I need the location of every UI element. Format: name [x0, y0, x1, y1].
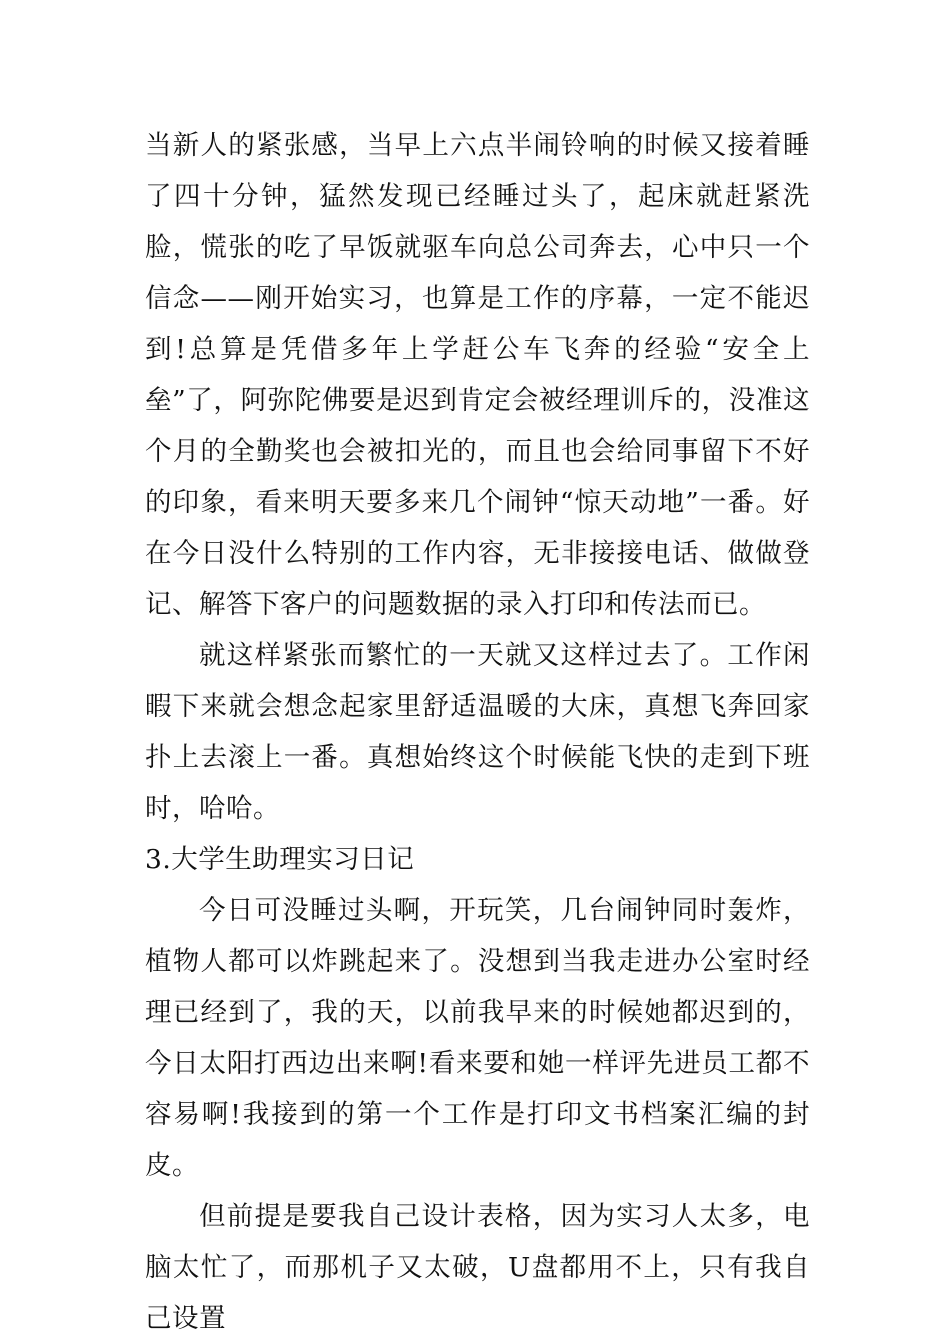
body-paragraph-1: 当新人的紧张感，当早上六点半闹铃响的时候又接着睡了四十分钟，猛然发现已经睡过头了，起床就赶紧洗脸，慌张的吃了早饭就驱车向总公司奔去，心中只一个信念——刚开始实习，也算是工作的序幕，一定不能迟到!总算是凭借多年上学赶公车飞奔的经验“安全上垒”了，阿弥陀佛要是迟到肯定会被经理训斥的，没准这个月的全勤奖也会被扣光的，而且也会给同事留下不好的印象，看来明天要多来几个闹钟“惊天动地”一番。好在今日没什么特别的工作内容，无非接接电话、做做登记、解答下客户的问题数据的录入打印和传法而已。 [145, 130, 810, 620]
section-heading: 3.大学生助理实习日记 [145, 844, 415, 875]
body-paragraph-2: 就这样紧张而繁忙的一天就又这样过去了。工作闲暇下来就会想念起家里舒适温暖的大床，真想飞奔回家扑上去滚上一番。真想始终这个时候能飞快的走到下班时，哈哈。 [145, 640, 810, 824]
body-paragraph-3: 今日可没睡过头啊，开玩笑，几台闹钟同时轰炸，植物人都可以炸跳起来了。没想到当我走进办公室时经理已经到了，我的天，以前我早来的时候她都迟到的，今日太阳打西边出来啊!看来要和她一样评先进员工都不容易啊!我接到的第一个工作是打印文书档案汇编的封皮。 [145, 895, 810, 1181]
body-paragraph-4: 但前提是要我自己设计表格，因为实习人太多，电脑太忙了，而那机子又太破，U盘都用不上，只有我自己设置 [145, 1201, 810, 1334]
document-page [145, 120, 810, 1344]
